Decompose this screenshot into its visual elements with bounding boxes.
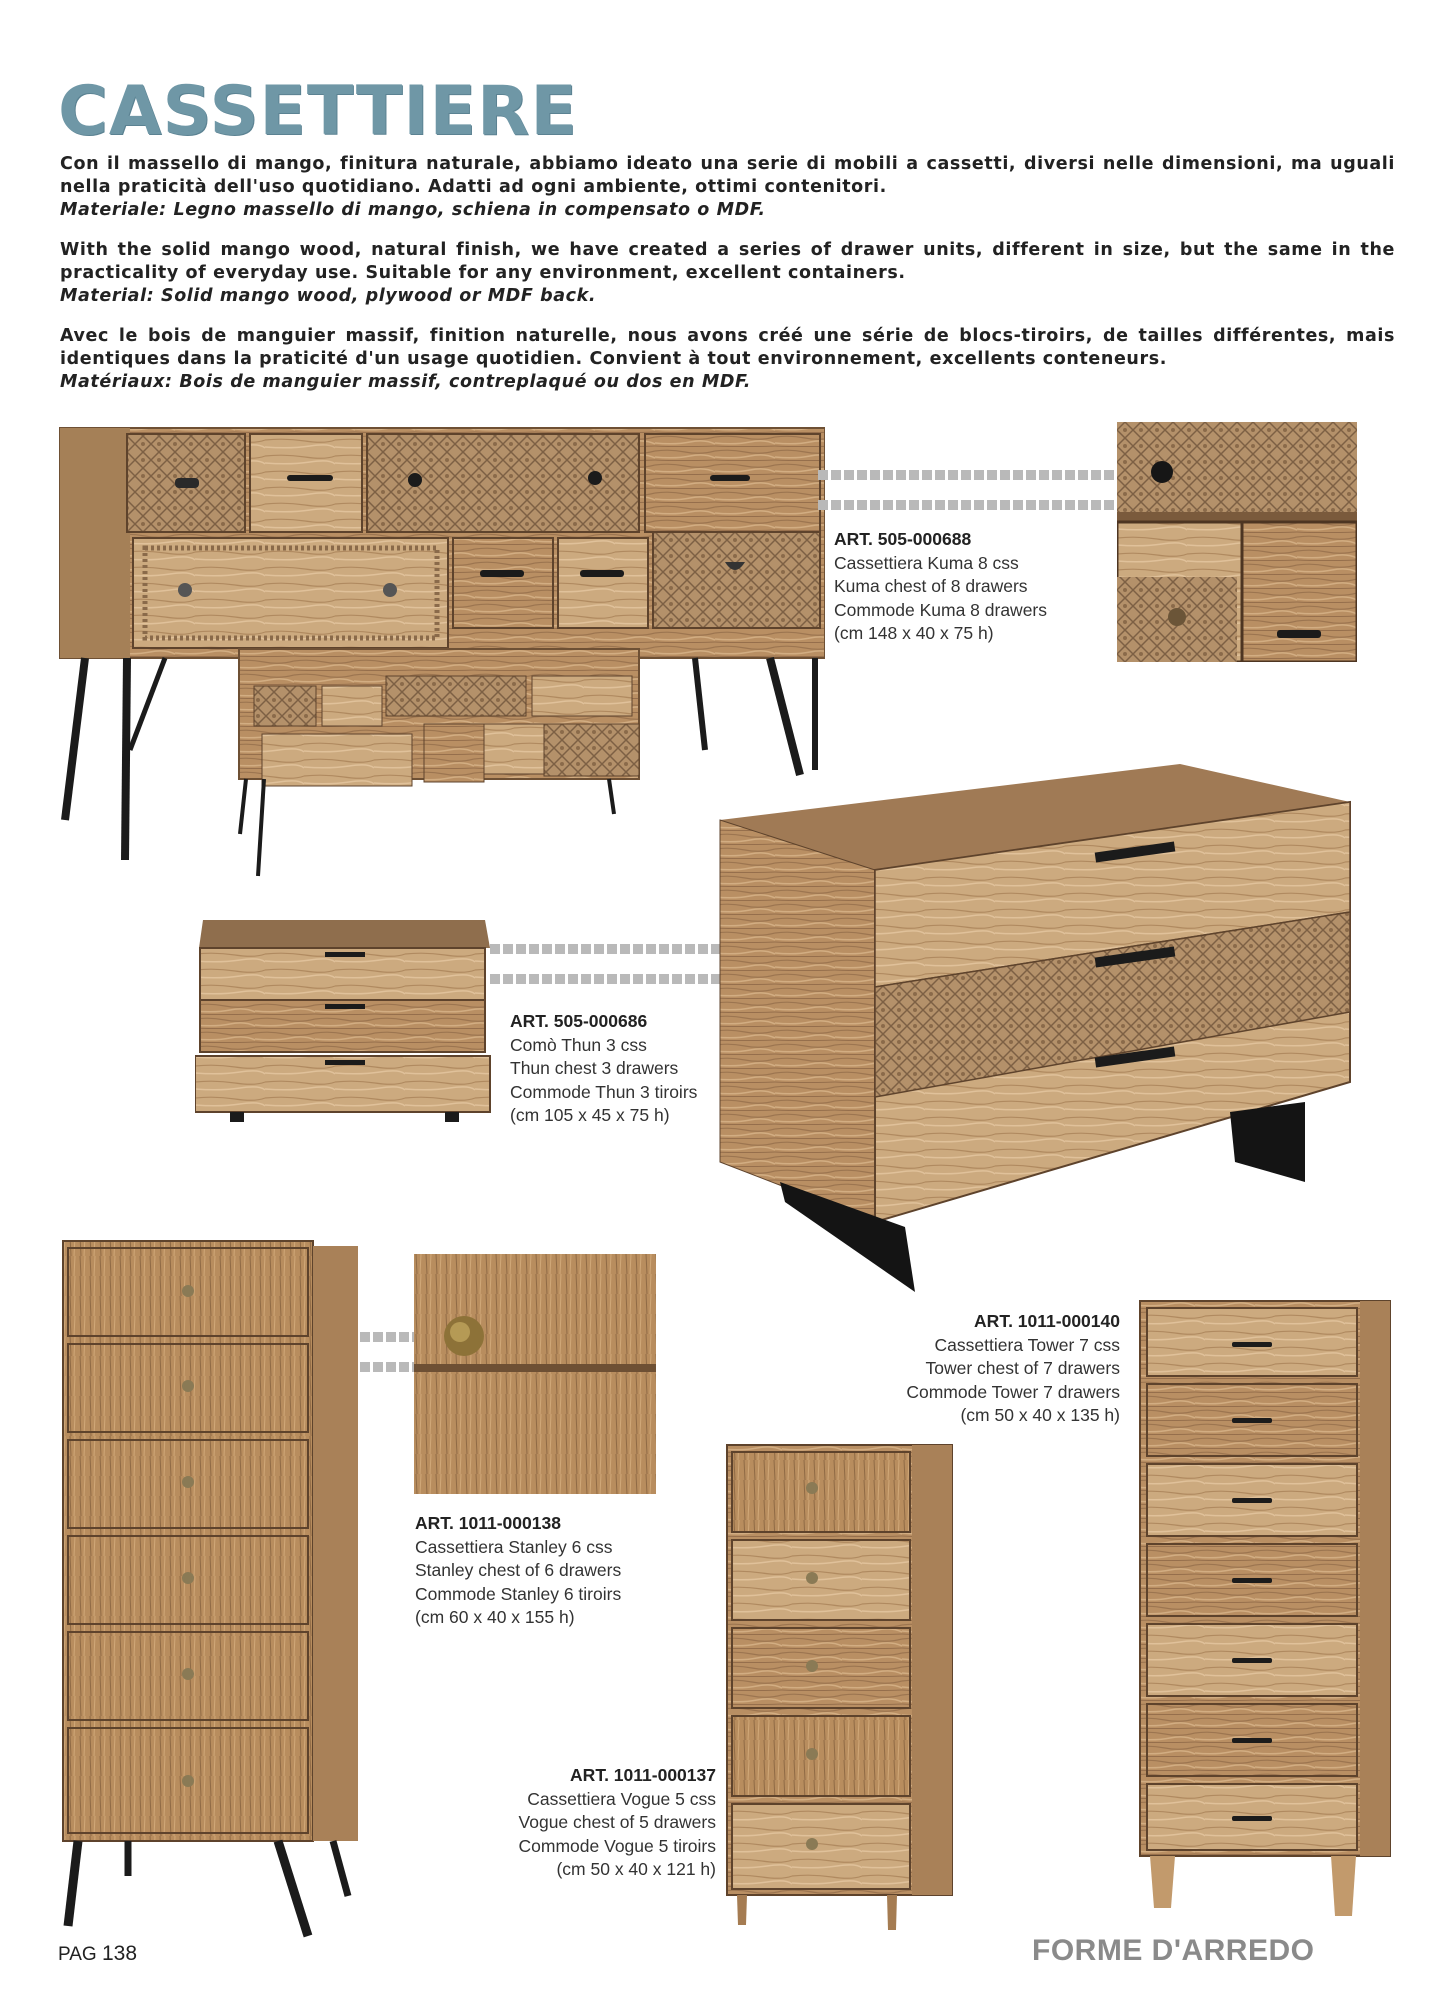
vogue-name-it: Cassettiera Vogue 5 css: [527, 1788, 716, 1809]
vogue-name-en: Vogue chest of 5 drawers: [518, 1812, 716, 1832]
kuma-name-en: Kuma chest of 8 drawers: [834, 576, 1028, 596]
tower-art-code: ART. 1011-000140: [974, 1311, 1120, 1331]
tower-name-en: Tower chest of 7 drawers: [925, 1358, 1120, 1378]
intro-french-text: Avec le bois de manguier massif, finition naturelle, nous avons créé une série de blocs-tiroirs, de tailles différentes, mais identiques dans la praticité d'un usage quotidien. Convient à tout environnement, excellents conteneurs.: [60, 326, 1395, 369]
thun-connector-line-2: [490, 974, 720, 984]
thun-art-code: ART. 505-000686: [510, 1011, 648, 1031]
tower-dimensions: (cm 50 x 40 x 135 h): [960, 1405, 1120, 1425]
thun-name-fr: Commode Thun 3 tiroirs: [510, 1081, 698, 1102]
intro-english: [60, 239, 1395, 308]
intro-italian: [60, 153, 1395, 222]
page-title: CASSETTIERE: [58, 72, 578, 151]
vogue-art-code: ART. 1011-000137: [570, 1765, 716, 1785]
page-prefix: PAG: [58, 1944, 97, 1965]
stanley-image: [58, 1236, 368, 1946]
kuma-dimensions: (cm 148 x 40 x 75 h): [834, 623, 994, 643]
brand-logo: FORME D'ARREDO: [1032, 1934, 1315, 1967]
vogue-image: [722, 1440, 962, 1940]
thun-connector-line: [490, 944, 720, 954]
kuma-connector-line: [818, 470, 1118, 480]
vogue-dimensions: (cm 50 x 40 x 121 h): [556, 1859, 716, 1879]
tower-name-fr: Commode Tower 7 drawers: [906, 1381, 1120, 1402]
kuma-name-it: Cassettiera Kuma 8 css: [834, 552, 1019, 573]
tower-image: [1135, 1296, 1405, 1926]
stanley-caption: [415, 1512, 621, 1630]
kuma-name-fr: Commode Kuma 8 drawers: [834, 599, 1047, 620]
intro-french: [60, 325, 1395, 394]
stanley-detail-image: [414, 1254, 656, 1494]
kuma-connector-line-2: [818, 500, 1118, 510]
kuma-caption: [834, 528, 1047, 646]
thun-dimensions: (cm 105 x 45 x 75 h): [510, 1105, 670, 1125]
stanley-connector-line-2: [360, 1362, 415, 1372]
intro-english-material: Material: Solid mango wood, plywood or MDF back.: [60, 286, 597, 306]
intro-french-material: Matériaux: Bois de manguier massif, contreplaqué ou dos en MDF.: [60, 372, 751, 392]
thun-caption: [510, 1010, 697, 1128]
stanley-art-code: ART. 1011-000138: [415, 1513, 561, 1533]
vogue-caption: [480, 1764, 716, 1882]
thun-small-image: [195, 918, 495, 1138]
thun-name-it: Comò Thun 3 css: [510, 1034, 647, 1055]
page-number: [58, 1942, 137, 1966]
stanley-name-it: Cassettiera Stanley 6 css: [415, 1536, 613, 1557]
stanley-name-fr: Commode Stanley 6 tiroirs: [415, 1583, 622, 1604]
page-number-value: 138: [102, 1942, 138, 1965]
intro-english-text: With the solid mango wood, natural finish, we have created a series of drawer units, different in size, but the same in the practicality of everyday use. Suitable for any environment, excellent containers.: [60, 240, 1395, 283]
intro-italian-text: Con il massello di mango, finitura naturale, abbiamo ideato una serie di mobili a cassetti, diversi nelle dimensioni, ma uguali nella praticità dell'uso quotidiano. Adatti ad ogni ambiente, ottimi contenitori.: [60, 154, 1395, 197]
tower-name-it: Cassettiera Tower 7 css: [934, 1334, 1120, 1355]
intro-italian-material: Materiale: Legno massello di mango, schiena in compensato o MDF.: [60, 200, 766, 220]
kuma-open-drawers-image: [234, 644, 654, 884]
vogue-name-fr: Commode Vogue 5 tiroirs: [518, 1835, 716, 1856]
tower-caption: [880, 1310, 1120, 1428]
kuma-detail-image: [1117, 422, 1357, 662]
kuma-art-code: ART. 505-000688: [834, 529, 972, 549]
thun-name-en: Thun chest 3 drawers: [510, 1058, 679, 1078]
stanley-name-en: Stanley chest of 6 drawers: [415, 1560, 622, 1580]
thun-large-image: [715, 762, 1355, 1302]
stanley-dimensions: (cm 60 x 40 x 155 h): [415, 1607, 575, 1627]
stanley-connector-line: [360, 1332, 415, 1342]
